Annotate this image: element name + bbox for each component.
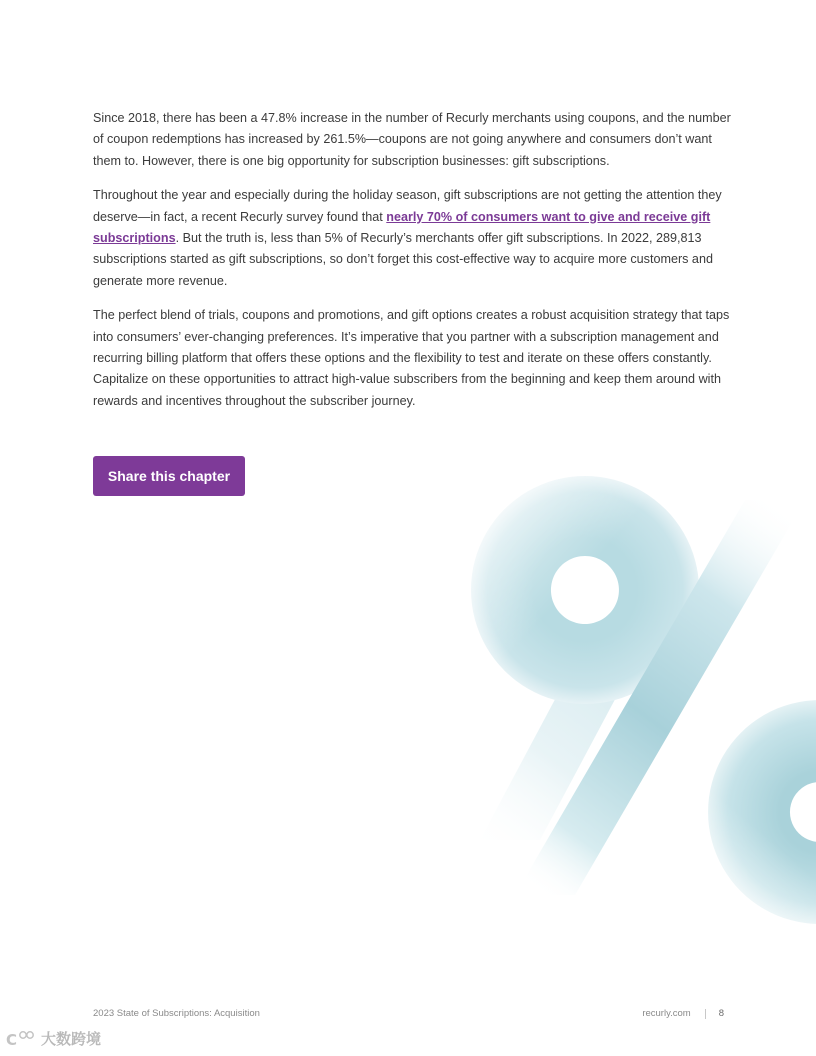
svg-text:C: C [6, 1030, 18, 1049]
survey-link[interactable]: nearly 70% of consumers want to give and receive gift subscriptions [93, 209, 711, 246]
paragraph-gift-subscriptions [93, 185, 733, 292]
page-number: 8 [718, 1008, 724, 1019]
watermark-logo-icon [6, 1029, 38, 1049]
share-chapter-button[interactable]: Share this chapter [93, 456, 245, 496]
paragraph-gift-text-after: . But the truth is, less than 5% of Recurly’s merchants offer gift subscriptions. In 2022, 289,813 subscriptions started as gift subscriptions, so don’t forget this cost-effective way to acquire more customers and generate more revenue. [93, 231, 713, 288]
footer-site-link[interactable]: recurly.com [642, 1008, 691, 1019]
footer-divider [705, 1009, 706, 1019]
watermark [6, 1028, 101, 1049]
paragraph-gift-text-before: Throughout the year and especially during the holiday season, gift subscriptions are not getting the attention they deserve—in fact, a recent Recurly survey found that [93, 188, 722, 224]
footer-right [642, 1008, 724, 1019]
watermark-text: 大数跨境 [41, 1031, 102, 1048]
paragraph-coupons: Since 2018, there has been a 47.8% increase in the number of Recurly merchants using coupons, and the number of coupon redemptions has increased by 261.5%—coupons are not going anywhere and consumers don’t want them to. However, there is one big opportunity for subscription businesses: gift subscriptions. [93, 111, 731, 168]
footer-document-title: 2023 State of Subscriptions: Acquisition [93, 1008, 260, 1019]
paragraph-acquisition-strategy: The perfect blend of trials, coupons and promotions, and gift options creates a robust acquisition strategy that taps into consumers’ ever-changing preferences. It’s imperative that you partner with a subscription management and recurring billing platform that offers these options and the flexibility to test and iterate on these offers constantly. Capitalize on these opportunities to attract high-value subscribers from the beginning and keep them around with rewards and incentives throughout the subscriber journey. [93, 308, 730, 408]
body-text [93, 108, 733, 425]
